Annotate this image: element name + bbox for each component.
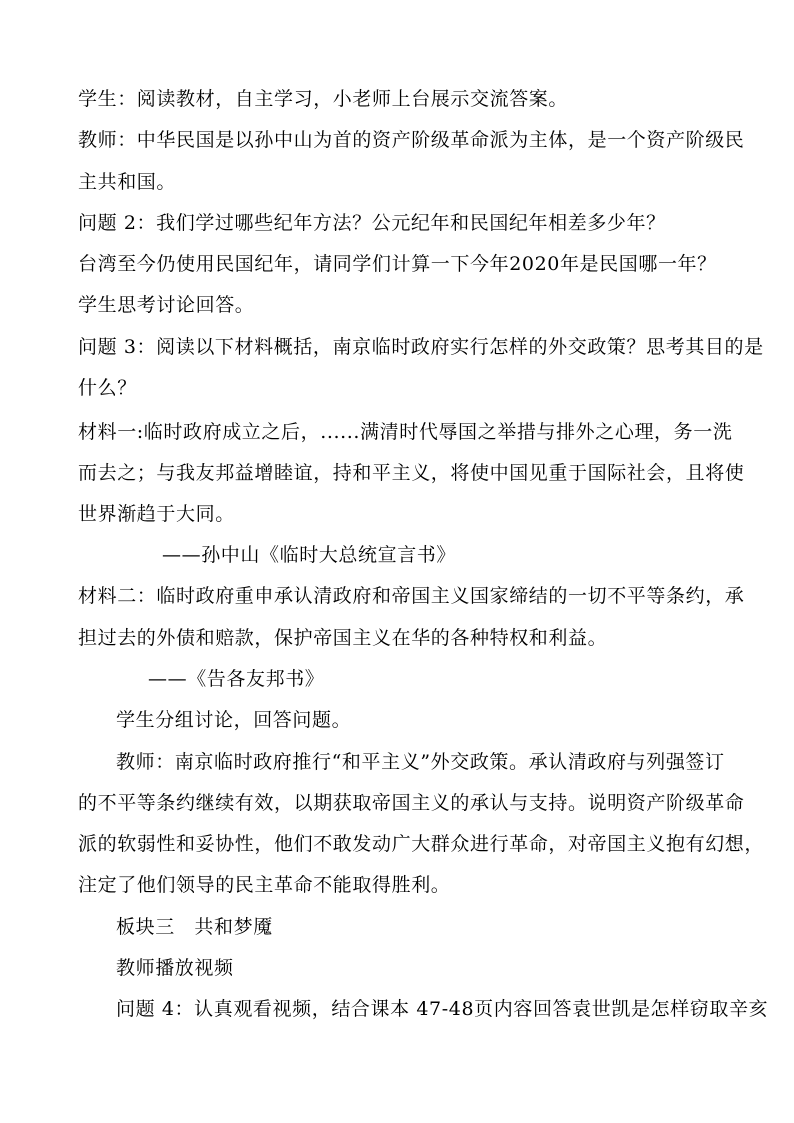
teacher-conclusion-line-4: 注定了他们领导的民主革命不能取得胜利。 xyxy=(78,874,451,896)
teacher-conclusion-line-2: 的不平等条约继续有效，以期获取帝国主义的承认与支持。说明资产阶级革命 xyxy=(78,792,745,814)
question-4-line: 问题 4：认真观看视频，结合课本 47-48页内容回答袁世凯是怎样窃取辛亥 xyxy=(116,998,769,1020)
material-1-line-3: 世界渐趋于大同。 xyxy=(78,503,235,525)
teacher-conclusion-line-3: 派的软弱性和妥协性，他们不敢发动广大群众进行革命，对帝国主义抱有幻想， xyxy=(78,833,765,855)
question-2-line: 问题 2：我们学过哪些纪年方法？公元纪年和民国纪年相差多少年？ xyxy=(78,212,666,234)
student-discussion-line: 学生思考讨论回答。 xyxy=(78,294,255,316)
teacher-statement-line-1: 教师：中华民国是以孙中山为首的资产阶级革命派为主体，是一个资产阶级民 xyxy=(78,129,745,151)
question-3-line-2: 什么？ xyxy=(78,377,137,399)
teacher-conclusion-line-1: 教师：南京临时政府推行“和平主义”外交政策。承认清政府与列强签订 xyxy=(116,751,725,773)
teacher-video-line: 教师播放视频 xyxy=(116,957,234,979)
teacher-statement-line-2: 主共和国。 xyxy=(78,171,177,193)
group-discussion-line: 学生分组讨论，回答问题。 xyxy=(116,709,352,731)
question-3-line-1: 问题 3：阅读以下材料概括，南京临时政府实行怎样的外交政策？思考其目的是 xyxy=(78,336,764,358)
material-1-line-2: 而去之；与我友邦益增睦谊，持和平主义，将使中国见重于国际社会，且将使 xyxy=(78,462,745,484)
material-2-line-2: 担过去的外债和赔款，保护帝国主义在华的各种特权和利益。 xyxy=(78,627,608,649)
material-1-line-1: 材料一:临时政府成立之后，......满清时代辱国之举措与排外之心理，务一洗 xyxy=(78,421,733,443)
section-3-heading: 板块三 共和梦魇 xyxy=(116,916,273,938)
taiwan-calendar-line: 台湾至今仍使用民国纪年，请同学们计算一下今年2020年是民国哪一年？ xyxy=(78,253,717,275)
material-2-source: ——《告各友邦书》 xyxy=(148,668,325,690)
material-2-line-1: 材料二：临时政府重申承认清政府和帝国主义国家缔结的一切不平等条约，承 xyxy=(78,585,745,607)
student-reading-line: 学生：阅读教材，自主学习，小老师上台展示交流答案。 xyxy=(78,88,569,110)
material-1-source: ——孙中山《临时大总统宣言书》 xyxy=(162,544,457,566)
